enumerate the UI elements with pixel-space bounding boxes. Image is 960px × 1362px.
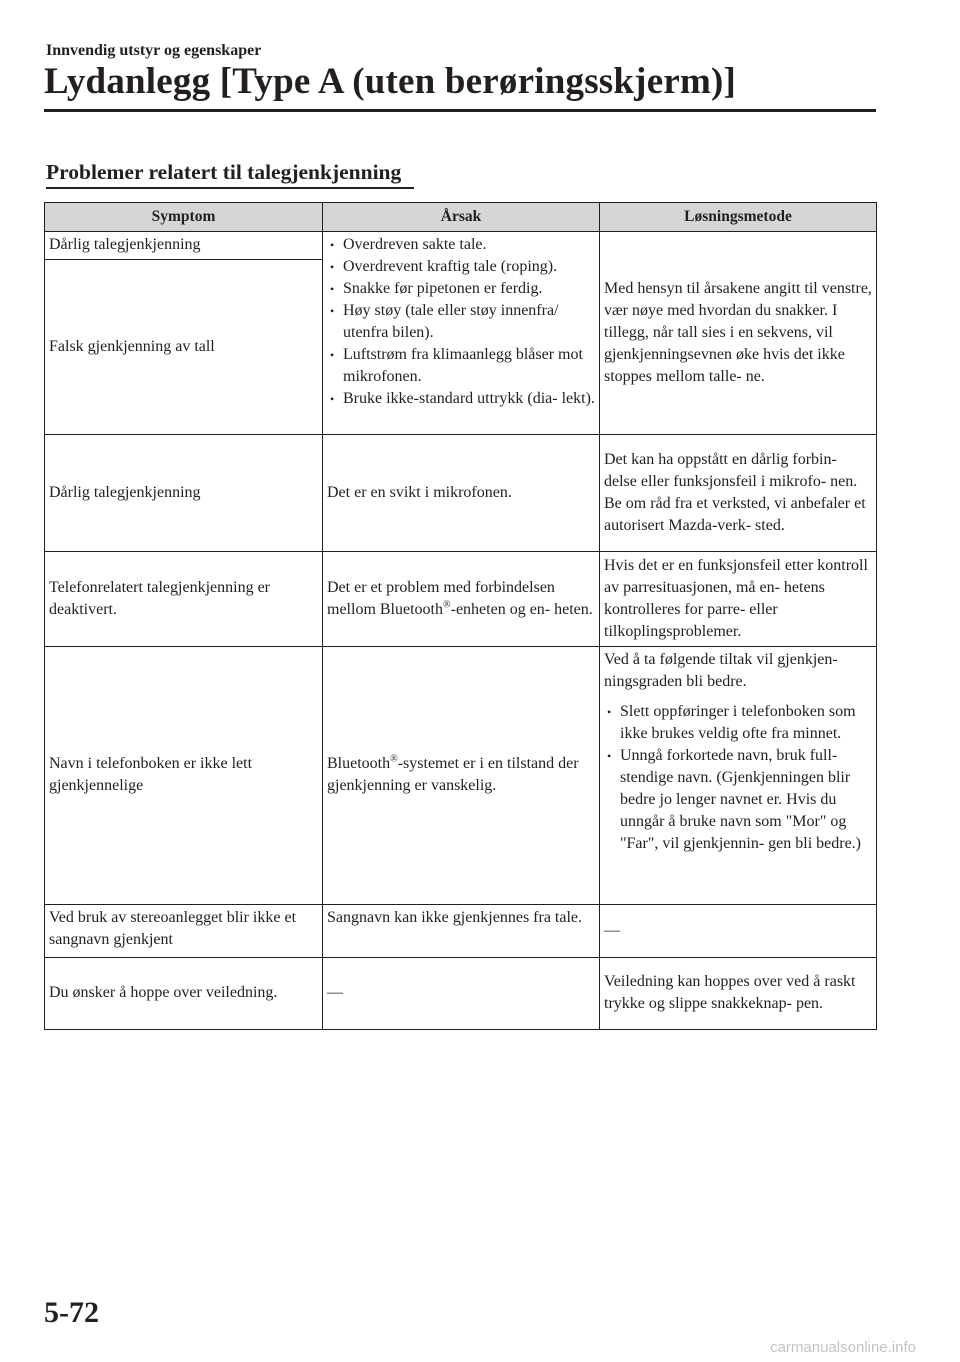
registered-mark: ® bbox=[390, 753, 398, 765]
solution-intro: Ved å ta følgende tiltak vil gjenkjen- ningsgraden bli bedre. bbox=[604, 651, 838, 690]
list-item: • Overdreven sakte tale. bbox=[327, 234, 595, 256]
registered-mark: ® bbox=[443, 599, 451, 611]
page-number: 5-72 bbox=[44, 1296, 99, 1329]
cause-cell bbox=[323, 552, 600, 647]
cause-cell: Sangnavn kan ikke gjenkjennes fra tale. bbox=[323, 905, 600, 958]
symptom-cell: Ved bruk av stereoanlegget blir ikke et sangnavn gjenkjent bbox=[45, 905, 323, 958]
table-row bbox=[45, 232, 877, 260]
solution-cell: Det kan ha oppstått en dårlig forbin- delse eller funksjonsfeil i mikrofo- nen. Be om råd fra et verksted, vi anbefaler et autorisert Mazda-verk- sted. bbox=[600, 435, 877, 552]
symptom-cell: Dårlig talegjenkjenning bbox=[45, 232, 323, 260]
list-item: • Overdrevent kraftig tale (roping). bbox=[327, 256, 595, 278]
cause-text: Det er et problem med forbindelsen mellom Bluetooth bbox=[327, 578, 555, 618]
column-header-symptom: Symptom bbox=[45, 203, 323, 232]
solution-cell: — bbox=[600, 905, 877, 958]
solution-cell bbox=[600, 647, 877, 905]
symptom-cell: Du ønsker å hoppe over veiledning. bbox=[45, 958, 323, 1030]
page-title: Lydanlegg [Type A (uten berøringsskjerm)] bbox=[44, 61, 737, 102]
chapter-heading: Innvendig utstyr og egenskaper bbox=[46, 42, 262, 59]
cause-cell: — bbox=[323, 958, 600, 1030]
symptom-cell: Dårlig talegjenkjenning bbox=[45, 435, 323, 552]
solution-cell: Med hensyn til årsakene angitt til venstre, vær nøye med hvordan du snakker. I tillegg, når tall sies i en sekvens, vil gjenkjenningsevnen øke hvis det ikke stoppes mellom talle- ne. bbox=[600, 232, 877, 435]
column-header-cause: Årsak bbox=[323, 203, 600, 232]
table-row bbox=[45, 435, 877, 552]
cause-cell bbox=[323, 647, 600, 905]
symptom-cell: Falsk gjenkjenning av tall bbox=[45, 260, 323, 435]
list-item: • Luftstrøm fra klimaanlegg blåser mot mikrofonen. bbox=[327, 344, 595, 388]
title-divider bbox=[44, 109, 876, 112]
table-row bbox=[45, 905, 877, 958]
column-header-solution: Løsningsmetode bbox=[600, 203, 877, 232]
section-title: Problemer relatert til talegjenkjenning bbox=[46, 160, 402, 184]
solution-cell: Hvis det er en funksjonsfeil etter kontroll av parresituasjonen, må en- hetens kontrolleres for parre- eller tilkoplingsproblemer. bbox=[600, 552, 877, 647]
cause-text: Bluetooth bbox=[327, 755, 391, 772]
solution-cell: Veiledning kan hoppes over ved å raskt trykke og slippe snakkeknap- pen. bbox=[600, 958, 877, 1030]
list-item: • Bruke ikke-standard uttrykk (dia- lekt). bbox=[327, 388, 595, 410]
list-item: • Snakke før pipetonen er ferdig. bbox=[327, 278, 595, 300]
table-row bbox=[45, 958, 877, 1030]
cause-text: -enheten og en- heten. bbox=[450, 600, 593, 618]
section-underline bbox=[46, 187, 414, 189]
cause-cell bbox=[323, 232, 600, 435]
symptom-cell: Navn i telefonboken er ikke lett gjenkjennelige bbox=[45, 647, 323, 905]
table-row bbox=[45, 552, 877, 647]
table-row bbox=[45, 647, 877, 905]
list-item: • Slett oppføringer i telefonboken som ikke brukes veldig ofte fra minnet. bbox=[604, 701, 872, 745]
list-item: • Høy støy (tale eller støy innenfra/ utenfra bilen). bbox=[327, 300, 595, 344]
symptom-cell: Telefonrelatert talegjenkjenning er deaktivert. bbox=[45, 552, 323, 647]
cause-cell: Det er en svikt i mikrofonen. bbox=[323, 435, 600, 552]
cause-text: -systemet er i en tilstand der gjenkjenning er vanskelig. bbox=[327, 755, 579, 794]
troubleshooting-table bbox=[44, 202, 877, 1030]
watermark: carmanualsonline.info bbox=[770, 1339, 916, 1356]
table-header-row bbox=[45, 203, 877, 232]
list-item: • Unngå forkortede navn, bruk full- stendige navn. (Gjenkjenningen blir bedre jo lenger navnet er. Hvis du unngår å bruke navn som "Mor" og "Far", vil gjenkjennin- gen bli bedre.) bbox=[604, 745, 872, 855]
cause-list bbox=[327, 234, 595, 410]
solution-list bbox=[604, 701, 872, 855]
